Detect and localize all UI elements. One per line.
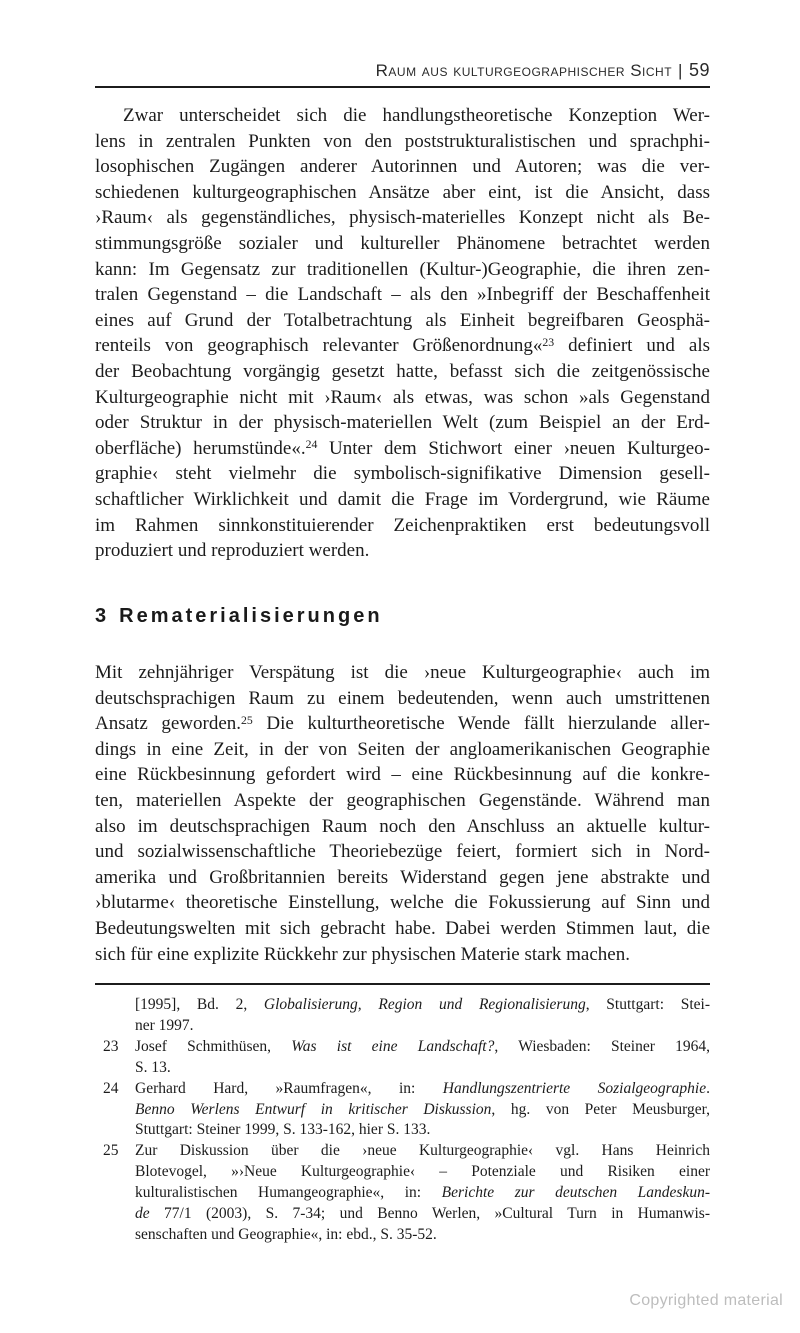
text-line: Blotevogel, »›Neue Kulturgeographie‹ – Potenziale und Risiken einer <box>135 1163 710 1181</box>
text-line: deutschsprachigen Raum zu einem bedeutenden, wenn auch umstrittenen <box>95 687 710 709</box>
text-line: sich für eine explizite Rückkehr zur physischen Materie stark machen. <box>95 943 630 965</box>
text-line: Bedeutungswelten mit sich gebracht habe. Dabei werden Stimmen laut, die <box>95 917 710 939</box>
text-line: ner 1997. <box>135 1016 194 1034</box>
text-line: der Beobachtung vorgängig gesetzt hatte, befasst sich die zeitgenössische <box>95 360 710 382</box>
text-line: oder Struktur in der physisch-materiellen Welt (zum Beispiel an der Erd- <box>95 412 710 434</box>
text-line: tralen Gegenstand – die Landschaft – als den »Inbegriff der Beschaffenheit <box>95 284 710 306</box>
text-line: [1995], Bd. 2, Globalisierung, Region und Regionalisierung, Stuttgart: Stei- <box>135 996 710 1013</box>
text-line: Stuttgart: Steiner 1999, S. 133-162, hier S. 133. <box>135 1121 431 1139</box>
footnote <box>95 1141 710 1246</box>
text-line: Gerhard Hard, »Raumfragen«, in: Handlungszentrierte Sozialgeographie. <box>135 1079 710 1097</box>
text-line: ›blutarme‹ theoretische Einstellung, welche die Fokussierung auf Sinn und <box>95 892 710 914</box>
footnote <box>95 1037 710 1079</box>
text-line: amerika und Großbritannien bereits Widerstand gegen jene abstrakte und <box>95 866 710 888</box>
paragraph-2 <box>95 660 710 967</box>
text-line: dings in eine Zeit, in der von Seiten der angloamerikanischen Geographie <box>95 738 710 760</box>
text-line: lens in zentralen Punkten von den poststrukturalistischen und sprachphi- <box>95 130 710 152</box>
text-line: de 77/1 (2003), S. 7-34; und Benno Werlen, »Cultural Turn in Humanwis- <box>135 1205 710 1223</box>
footnote-text <box>135 1079 710 1142</box>
text-line: Mit zehnjähriger Verspätung ist die ›neue Kulturgeographie‹ auch im <box>95 662 710 683</box>
text-line: Benno Werlens Entwurf in kritischer Diskussion, hg. von Peter Meusburger, <box>135 1100 710 1118</box>
text-line: graphie‹ steht vielmehr die symbolisch-signifikative Dimension gesell- <box>95 463 710 485</box>
text-line: kulturalistischen Humangeographie«, in: Berichte zur deutschen Landeskun- <box>135 1184 710 1202</box>
copyright-watermark: Copyrighted material <box>629 1292 783 1309</box>
text-line: eines auf Grund der Totalbetrachtung als Einheit begreifbaren Geosphä- <box>95 309 710 331</box>
text-line: stimmungsgröße sozialer und kultureller Phänomene betrachtet werden <box>95 232 710 254</box>
section-title: Rematerialisierungen <box>119 605 383 627</box>
text-line: senschaften und Geographie«, in: ebd., S. 35-52. <box>135 1225 437 1243</box>
footnote-number: 23 <box>103 1037 119 1055</box>
footnote-rule <box>95 983 710 985</box>
running-header-title: Raum aus kulturgeographischer Sicht <box>375 61 673 80</box>
section-number: 3 <box>95 605 110 627</box>
text-line: Josef Schmithüsen, Was ist eine Landschaft?, Wiesbaden: Steiner 1964, <box>135 1037 710 1055</box>
footnote <box>95 1079 710 1142</box>
text-line: schiedenen kulturgeographischen Ansätze aber eint, ist die Ansicht, dass <box>95 181 710 203</box>
paragraph-1 <box>95 103 710 564</box>
text-line: renteils von geographisch relevanter Größenordnung«$^{23}$ definiert und als <box>95 335 710 357</box>
footnote-text <box>135 1141 710 1246</box>
footnotes-section <box>95 995 710 1246</box>
footnote <box>95 995 710 1037</box>
text-line: Zur Diskussion über die ›neue Kulturgeographie‹ vgl. Hans Heinrich <box>135 1142 710 1160</box>
text-line: S. 13. <box>135 1058 171 1076</box>
footnote-text <box>135 1037 710 1079</box>
running-header <box>95 60 710 81</box>
text-line: ›Raum‹ als gegenständliches, physisch-materielles Konzept nicht als Be- <box>95 207 710 229</box>
header-rule <box>95 86 710 88</box>
text-line: Kulturgeographie nicht mit ›Raum‹ als etwas, was schon »als Gegenstand <box>95 386 710 408</box>
text-line: also im deutschsprachigen Raum noch den Anschluss an aktuelle kultur- <box>95 815 710 837</box>
text-line: Zwar unterscheidet sich die handlungstheoretische Konzeption Wer- <box>123 105 710 126</box>
text-line: eine Rückbesinnung gefordert wird – eine Rückbesinnung auf die konkre- <box>95 764 710 786</box>
footnote-number: 24 <box>103 1079 119 1097</box>
text-line: schaftlicher Wirklichkeit und damit die Frage im Vordergrund, wie Räume <box>95 488 710 510</box>
text-line: kann: Im Gegensatz zur traditionellen (Kultur-)Geographie, die ihren zen- <box>95 258 710 280</box>
header-separator: | <box>678 61 683 80</box>
text-line: Ansatz geworden.$^{25}$ Die kulturtheoretische Wende fällt hierzulande aller- <box>95 713 710 735</box>
text-line: und sozialwissenschaftliche Theoriebezüge feiert, formiert sich in Nord- <box>95 841 710 863</box>
section-heading <box>95 605 383 628</box>
text-line: ten, materiellen Aspekte der geographischen Gegenstände. Während man <box>95 789 710 811</box>
page-number: 59 <box>688 60 710 80</box>
text-line: losophischen Zugängen anderer Autorinnen und Autoren; was die ver- <box>95 156 710 178</box>
text-line: produziert und reproduziert werden. <box>95 540 370 562</box>
text-line: oberfläche) herumstünde«.$^{24}$ Unter dem Stichwort einer ›neuen Kulturgeo- <box>95 437 711 459</box>
footnote-text <box>135 995 710 1037</box>
text-line: im Rahmen sinnkonstituierender Zeichenpraktiken erst bedeutungsvoll <box>95 514 710 536</box>
footnote-number: 25 <box>103 1142 119 1160</box>
